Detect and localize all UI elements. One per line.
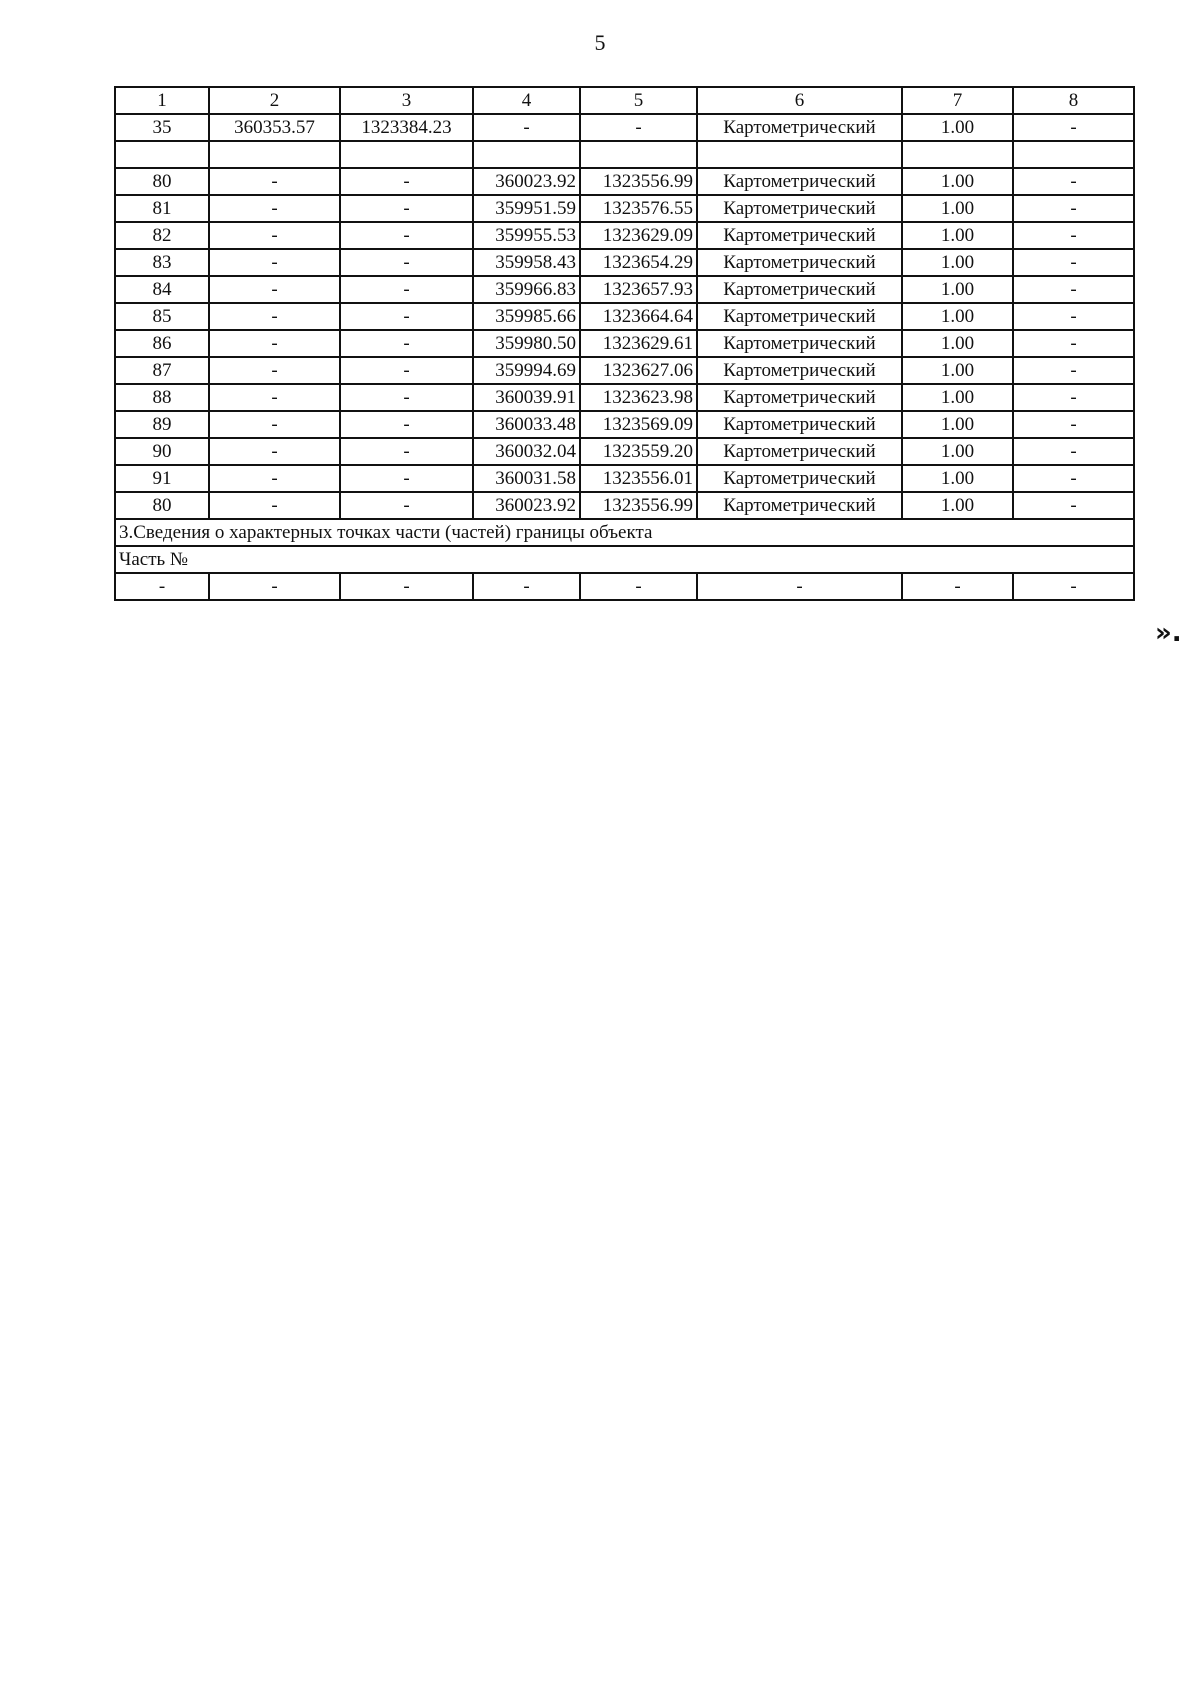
table-cell: - bbox=[340, 303, 473, 330]
table-row bbox=[115, 465, 1134, 492]
table-cell: 1323556.01 bbox=[580, 465, 697, 492]
table-cell: 1.00 bbox=[902, 303, 1013, 330]
table-cell: 359980.50 bbox=[473, 330, 580, 357]
table-row bbox=[115, 303, 1134, 330]
table-cell: - bbox=[340, 330, 473, 357]
table-body bbox=[115, 87, 1134, 600]
table-cell: - bbox=[209, 222, 340, 249]
table-cell: 1323384.23 bbox=[340, 114, 473, 141]
table-cell: Картометрический bbox=[697, 222, 902, 249]
table-cell: - bbox=[340, 357, 473, 384]
part-label: Часть № bbox=[115, 546, 1134, 573]
table-cell: 80 bbox=[115, 492, 209, 519]
table-cell bbox=[115, 141, 209, 168]
header-cell: 4 bbox=[473, 87, 580, 114]
table-cell: - bbox=[1013, 195, 1134, 222]
table-cell: 360039.91 bbox=[473, 384, 580, 411]
table-cell: - bbox=[1013, 357, 1134, 384]
table-cell: - bbox=[1013, 492, 1134, 519]
table-cell: - bbox=[209, 438, 340, 465]
table-cell: - bbox=[1013, 114, 1134, 141]
table-cell: 88 bbox=[115, 384, 209, 411]
table-cell: 1323559.20 bbox=[580, 438, 697, 465]
table-cell: 1.00 bbox=[902, 438, 1013, 465]
table-cell: Картометрический bbox=[697, 168, 902, 195]
part-cell: - bbox=[340, 573, 473, 600]
table-cell bbox=[473, 141, 580, 168]
table-cell: 1.00 bbox=[902, 411, 1013, 438]
table-row bbox=[115, 384, 1134, 411]
part-cell: - bbox=[115, 573, 209, 600]
table-cell: - bbox=[209, 411, 340, 438]
table-row bbox=[115, 276, 1134, 303]
table-cell: - bbox=[209, 168, 340, 195]
table-cell: 1323569.09 bbox=[580, 411, 697, 438]
section-title: 3.Сведения о характерных точках части (частей) границы объекта bbox=[115, 519, 1134, 546]
table-cell: - bbox=[1013, 276, 1134, 303]
header-cell: 8 bbox=[1013, 87, 1134, 114]
table-cell: 85 bbox=[115, 303, 209, 330]
part-cell: - bbox=[580, 573, 697, 600]
table-cell: 1.00 bbox=[902, 222, 1013, 249]
table-cell: 86 bbox=[115, 330, 209, 357]
table-cell: 360031.58 bbox=[473, 465, 580, 492]
table-row bbox=[115, 168, 1134, 195]
table-cell: 1323623.98 bbox=[580, 384, 697, 411]
table-cell: - bbox=[1013, 249, 1134, 276]
table-cell: - bbox=[1013, 168, 1134, 195]
table-cell: - bbox=[209, 357, 340, 384]
section-title-row bbox=[115, 519, 1134, 546]
table-cell: 1323556.99 bbox=[580, 492, 697, 519]
table-row bbox=[115, 411, 1134, 438]
table-cell: 1.00 bbox=[902, 357, 1013, 384]
table-cell: 1.00 bbox=[902, 330, 1013, 357]
table-cell: 87 bbox=[115, 357, 209, 384]
table-cell: 83 bbox=[115, 249, 209, 276]
table-cell: 80 bbox=[115, 168, 209, 195]
table-cell: - bbox=[340, 168, 473, 195]
table-cell: 360023.92 bbox=[473, 492, 580, 519]
table-cell: 1.00 bbox=[902, 492, 1013, 519]
table-cell: 1.00 bbox=[902, 276, 1013, 303]
table-cell: 1323556.99 bbox=[580, 168, 697, 195]
table-cell: - bbox=[209, 276, 340, 303]
table-cell: 360033.48 bbox=[473, 411, 580, 438]
table-cell: - bbox=[1013, 465, 1134, 492]
table-row bbox=[115, 438, 1134, 465]
table-cell: 360353.57 bbox=[209, 114, 340, 141]
table-cell: 1.00 bbox=[902, 195, 1013, 222]
table-cell: 1323657.93 bbox=[580, 276, 697, 303]
table-cell: Картометрический bbox=[697, 411, 902, 438]
table-cell: - bbox=[340, 276, 473, 303]
table-cell: Картометрический bbox=[697, 303, 902, 330]
table-row bbox=[115, 141, 1134, 168]
table-cell: 359958.43 bbox=[473, 249, 580, 276]
table-cell: - bbox=[340, 384, 473, 411]
table-cell: 1.00 bbox=[902, 249, 1013, 276]
table-cell: - bbox=[473, 114, 580, 141]
table-row bbox=[115, 222, 1134, 249]
table-cell: - bbox=[340, 195, 473, 222]
table-cell: - bbox=[1013, 330, 1134, 357]
table-cell: - bbox=[209, 249, 340, 276]
header-cell: 6 bbox=[697, 87, 902, 114]
header-cell: 7 bbox=[902, 87, 1013, 114]
table-cell: 91 bbox=[115, 465, 209, 492]
table-cell: Картометрический bbox=[697, 249, 902, 276]
table-cell: 84 bbox=[115, 276, 209, 303]
table-cell: 360032.04 bbox=[473, 438, 580, 465]
table-row bbox=[115, 114, 1134, 141]
table-cell bbox=[697, 141, 902, 168]
table-cell: Картометрический bbox=[697, 276, 902, 303]
table-cell: 89 bbox=[115, 411, 209, 438]
table-cell: - bbox=[209, 465, 340, 492]
table-cell: - bbox=[1013, 222, 1134, 249]
table-cell bbox=[580, 141, 697, 168]
table-cell: 359994.69 bbox=[473, 357, 580, 384]
table-cell: 1.00 bbox=[902, 168, 1013, 195]
table-cell bbox=[340, 141, 473, 168]
table-cell: - bbox=[1013, 438, 1134, 465]
table-cell: 1323629.09 bbox=[580, 222, 697, 249]
part-cell: - bbox=[1013, 573, 1134, 600]
table-cell: 81 bbox=[115, 195, 209, 222]
table-cell: 1323664.64 bbox=[580, 303, 697, 330]
table-cell: - bbox=[340, 465, 473, 492]
header-cell: 3 bbox=[340, 87, 473, 114]
part-row bbox=[115, 573, 1134, 600]
table-cell: 1.00 bbox=[902, 384, 1013, 411]
table-cell: Картометрический bbox=[697, 438, 902, 465]
table-cell: Картометрический bbox=[697, 357, 902, 384]
table-cell bbox=[209, 141, 340, 168]
table-cell: 1323629.61 bbox=[580, 330, 697, 357]
table-cell: 1323576.55 bbox=[580, 195, 697, 222]
table-cell bbox=[1013, 141, 1134, 168]
table-cell: - bbox=[209, 492, 340, 519]
table-cell: - bbox=[1013, 411, 1134, 438]
table-row bbox=[115, 492, 1134, 519]
table-cell: - bbox=[209, 303, 340, 330]
table-row bbox=[115, 195, 1134, 222]
table-cell: - bbox=[340, 222, 473, 249]
table-cell: 1.00 bbox=[902, 465, 1013, 492]
header-row bbox=[115, 87, 1134, 114]
part-cell: - bbox=[473, 573, 580, 600]
table-cell: 1.00 bbox=[902, 114, 1013, 141]
table-cell: 359966.83 bbox=[473, 276, 580, 303]
table-cell: Картометрический bbox=[697, 492, 902, 519]
table-cell: 1323627.06 bbox=[580, 357, 697, 384]
table-cell: Картометрический bbox=[697, 114, 902, 141]
part-cell: - bbox=[209, 573, 340, 600]
table-cell: 359955.53 bbox=[473, 222, 580, 249]
table-row bbox=[115, 357, 1134, 384]
header-cell: 2 bbox=[209, 87, 340, 114]
table-cell: - bbox=[580, 114, 697, 141]
table-cell: 360023.92 bbox=[473, 168, 580, 195]
table-cell: - bbox=[209, 195, 340, 222]
table-cell: - bbox=[340, 438, 473, 465]
table-cell: 359985.66 bbox=[473, 303, 580, 330]
part-label-row bbox=[115, 546, 1134, 573]
header-cell: 1 bbox=[115, 87, 209, 114]
table-cell: - bbox=[1013, 303, 1134, 330]
table-cell: 1323654.29 bbox=[580, 249, 697, 276]
coordinates-table bbox=[114, 86, 1135, 601]
table-cell bbox=[902, 141, 1013, 168]
table-cell: - bbox=[340, 492, 473, 519]
table-cell: Картометрический bbox=[697, 330, 902, 357]
table-cell: Картометрический bbox=[697, 465, 902, 492]
table-cell: 82 bbox=[115, 222, 209, 249]
table-cell: - bbox=[340, 411, 473, 438]
table-cell: 359951.59 bbox=[473, 195, 580, 222]
page-number: 5 bbox=[594, 30, 606, 55]
table-cell: - bbox=[1013, 384, 1134, 411]
header-cell: 5 bbox=[580, 87, 697, 114]
table-cell: 90 bbox=[115, 438, 209, 465]
part-cell: - bbox=[902, 573, 1013, 600]
table-row bbox=[115, 330, 1134, 357]
part-cell: - bbox=[697, 573, 902, 600]
table-cell: 35 bbox=[115, 114, 209, 141]
table-cell: - bbox=[209, 330, 340, 357]
table-cell: Картометрический bbox=[697, 195, 902, 222]
table-cell: Картометрический bbox=[697, 384, 902, 411]
table-row bbox=[115, 249, 1134, 276]
closing-quote: ». bbox=[1155, 618, 1182, 648]
table-cell: - bbox=[209, 384, 340, 411]
table-cell: - bbox=[340, 249, 473, 276]
